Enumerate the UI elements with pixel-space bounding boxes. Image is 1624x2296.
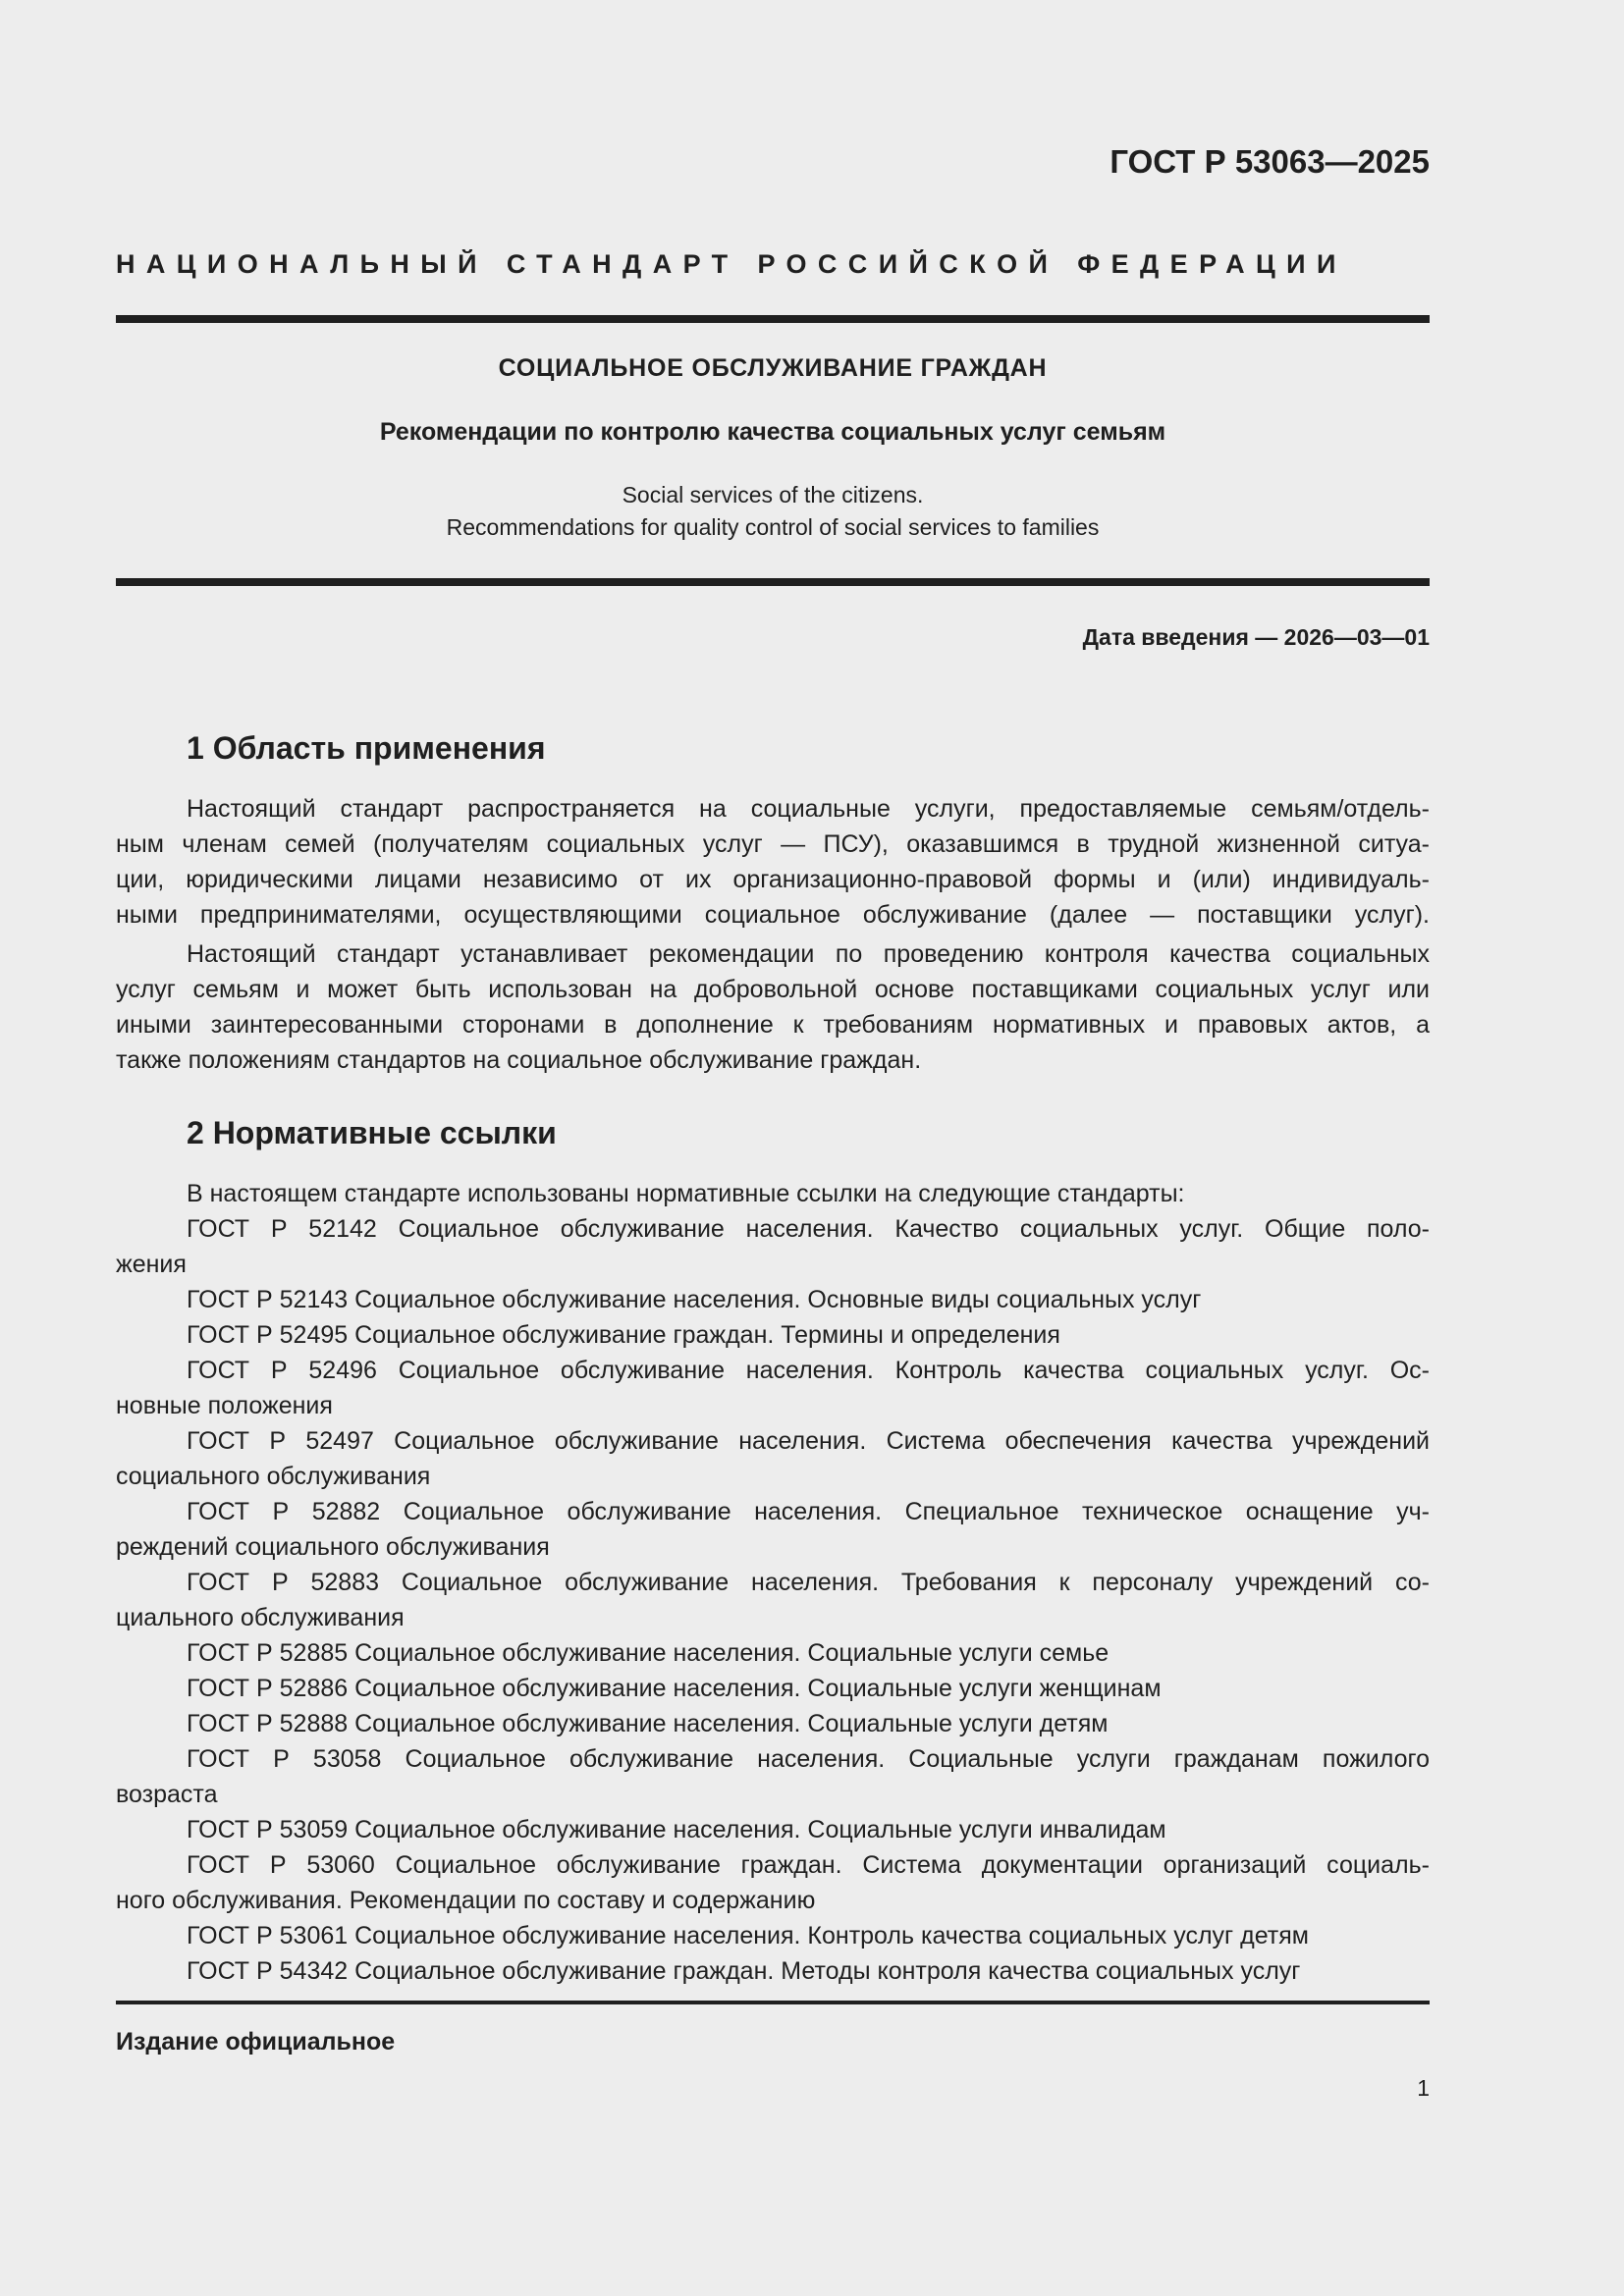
paragraph-line: ным членам семей (получателям социальных услуг — ПСУ), оказавшимся в трудной жизненной ситуа- [116, 830, 1430, 858]
title-divider [116, 578, 1430, 586]
reference-line: ГОСТ Р 52888 Социальное обслуживание населения. Социальные услуги детям [187, 1710, 1109, 1737]
reference-item [116, 1353, 1430, 1423]
reference-item [116, 1317, 1430, 1353]
reference-item [116, 1211, 1430, 1282]
normative-references-list [116, 1211, 1430, 1989]
reference-line: социального обслуживания [116, 1463, 431, 1490]
reference-item [116, 1282, 1430, 1317]
document-title: СОЦИАЛЬНОЕ ОБСЛУЖИВАНИЕ ГРАЖДАН [498, 354, 1048, 382]
reference-line: ГОСТ Р 52882 Социальное обслуживание населения. Специальное техническое оснащение уч- [187, 1498, 1430, 1525]
reference-line: ного обслуживания. Рекомендации по составу и содержанию [116, 1887, 816, 1914]
paragraph-line: ными предпринимателями, осуществляющими социальное обслуживание (далее — поставщики услуг). [116, 901, 1430, 929]
reference-line: циального обслуживания [116, 1604, 405, 1631]
page-number: 1 [1417, 2075, 1430, 2101]
reference-line: ГОСТ Р 53058 Социальное обслуживание населения. Социальные услуги гражданам пожилого [187, 1745, 1430, 1773]
reference-line: ГОСТ Р 52495 Социальное обслуживание граждан. Термины и определения [187, 1321, 1060, 1349]
english-title-line-2: Recommendations for quality control of social services to families [446, 514, 1100, 540]
paragraph-line: Настоящий стандарт распространяется на социальные услуги, предоставляемые семьям/отдель- [187, 795, 1430, 823]
official-edition-label: Издание официальное [116, 2028, 396, 2056]
reference-line: новные положения [116, 1392, 333, 1419]
reference-item [116, 1847, 1430, 1918]
english-title [116, 479, 1430, 544]
reference-line: жения [116, 1251, 187, 1278]
footer-divider [116, 2001, 1430, 2004]
section-1-heading: 1 Область применения [187, 730, 546, 766]
introduction-date: Дата введения — 2026—03—01 [1082, 624, 1430, 650]
reference-item [116, 1953, 1430, 1989]
reference-line: ГОСТ Р 54342 Социальное обслуживание граждан. Методы контроля качества социальных услуг [187, 1957, 1301, 1985]
reference-line: ГОСТ Р 52143 Социальное обслуживание населения. Основные виды социальных услуг [187, 1286, 1202, 1313]
paragraph-line: иными заинтересованными сторонами в дополнение к требованиям нормативных и правовых актов, а [116, 1011, 1430, 1039]
reference-line: ГОСТ Р 52883 Социальное обслуживание населения. Требования к персоналу учреждений со- [187, 1569, 1430, 1596]
reference-item [116, 1706, 1430, 1741]
reference-item [116, 1423, 1430, 1494]
paragraph-line: услуг семьям и может быть использован на добровольной основе поставщиками социальных услуг или [116, 976, 1430, 1003]
national-standard-label: НАЦИОНАЛЬНЫЙ СТАНДАРТ РОССИЙСКОЙ ФЕДЕРАЦИИ [116, 249, 1347, 279]
reference-line: ГОСТ Р 53061 Социальное обслуживание населения. Контроль качества социальных услуг детям [187, 1922, 1309, 1949]
reference-item [116, 1494, 1430, 1565]
reference-line: ГОСТ Р 52497 Социальное обслуживание населения. Система обеспечения качества учреждений [187, 1427, 1430, 1455]
section-1-paragraph-1 [116, 791, 1430, 933]
reference-item [116, 1635, 1430, 1671]
paragraph-line: Настоящий стандарт устанавливает рекомендации по проведению контроля качества социальных [187, 940, 1430, 968]
section-2-heading: 2 Нормативные ссылки [187, 1115, 557, 1150]
reference-item [116, 1812, 1430, 1847]
reference-line: ГОСТ Р 53059 Социальное обслуживание населения. Социальные услуги инвалидам [187, 1816, 1166, 1843]
reference-line: возраста [116, 1781, 218, 1808]
reference-item [116, 1741, 1430, 1812]
reference-item [116, 1565, 1430, 1635]
paragraph-line: В настоящем стандарте использованы нормативные ссылки на следующие стандарты: [187, 1180, 1185, 1207]
gost-code: ГОСТ Р 53063—2025 [1110, 143, 1430, 180]
paragraph-line: ции, юридическими лицами независимо от их организационно-правовой формы и (или) индивидуаль- [116, 866, 1430, 893]
reference-item [116, 1918, 1430, 1953]
top-divider [116, 315, 1430, 323]
reference-line: реждений социального обслуживания [116, 1533, 550, 1561]
reference-line: ГОСТ Р 52886 Социальное обслуживание населения. Социальные услуги женщинам [187, 1675, 1162, 1702]
section-2-intro [116, 1176, 1430, 1211]
section-1-paragraph-2 [116, 936, 1430, 1078]
reference-line: ГОСТ Р 52496 Социальное обслуживание населения. Контроль качества социальных услуг. Ос- [187, 1357, 1430, 1384]
document-subtitle: Рекомендации по контролю качества социальных услуг семьям [379, 418, 1166, 446]
reference-item [116, 1671, 1430, 1706]
reference-line: ГОСТ Р 52142 Социальное обслуживание населения. Качество социальных услуг. Общие поло- [187, 1215, 1430, 1243]
reference-line: ГОСТ Р 53060 Социальное обслуживание граждан. Система документации организаций социаль- [187, 1851, 1430, 1879]
paragraph-line: также положениям стандартов на социальное обслуживание граждан. [116, 1046, 922, 1074]
english-title-line-1: Social services of the citizens. [622, 482, 924, 507]
reference-line: ГОСТ Р 52885 Социальное обслуживание населения. Социальные услуги семье [187, 1639, 1110, 1667]
